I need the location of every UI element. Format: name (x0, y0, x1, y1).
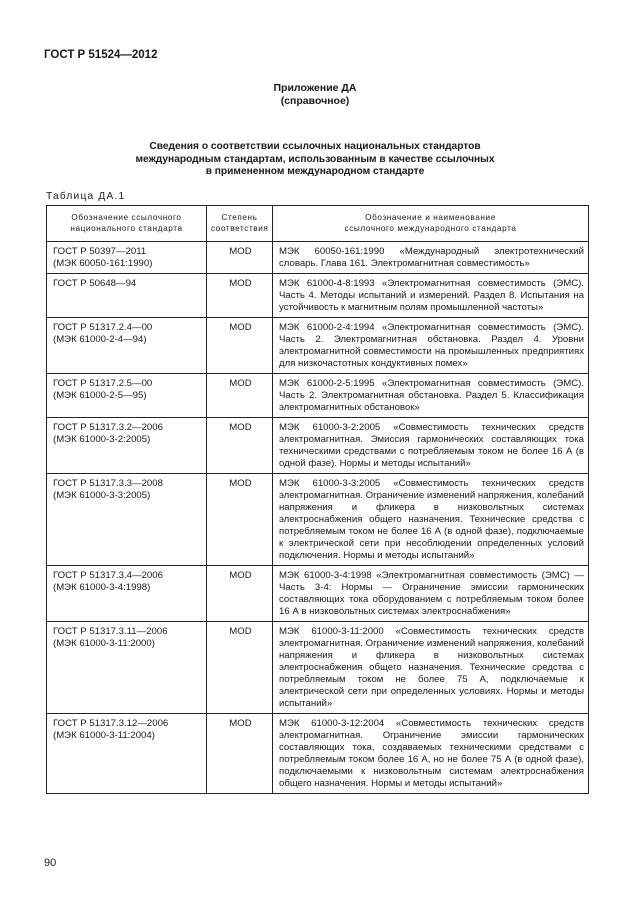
national-standard-cell (47, 374, 207, 418)
national-standard-cell (47, 274, 207, 318)
degree-cell: MOD (207, 474, 273, 566)
national-standard-cell (47, 318, 207, 374)
table-row (47, 622, 589, 714)
table-row (47, 474, 589, 566)
heading-line: международным стандартам, использованным в качестве ссылочных (135, 153, 495, 165)
international-standard-cell: МЭК 61000-3-4:1998 «Электромагнитная совместимость (ЭМС) — Часть 3-4: Нормы — Ограничение эмиссии гармонических составляющих тока оборудованием с потребляемым током более 16 А в низковольтных системах электроснабжения» (273, 566, 589, 622)
international-standard-cell: МЭК 61000-2-5:1995 «Электромагнитная совместимость (ЭМС). Часть 2. Электромагнитная обстановка. Раздел 5. Классификация электромагнитных обстановок» (273, 374, 589, 418)
degree-cell: MOD (207, 242, 273, 274)
national-code: ГОСТ Р 51317.3.2—2006 (53, 422, 163, 433)
national-standard-cell (47, 714, 207, 794)
national-code: ГОСТ Р 50648—94 (53, 278, 137, 289)
table-header-row (47, 206, 589, 242)
table-row (47, 274, 589, 318)
international-standard-cell: МЭК 61000-3-11:2000 «Совместимость технических средств электромагнитная. Ограничение изменений напряжения, колебаний напряжения и фликера в низковольтных системах электроснабжения общего назначения. Технические средства с потребляемым током не более 75 А, подключаемые к электрической сети при определенных условиях. Нормы и методы испытаний» (273, 622, 589, 714)
national-standard-cell (47, 474, 207, 566)
column-header-national (47, 206, 207, 242)
national-code: ГОСТ Р 51317.3.3—2008 (53, 478, 163, 489)
degree-cell: MOD (207, 714, 273, 794)
degree-cell: MOD (207, 622, 273, 714)
header-line: Обозначение ссылочного (71, 213, 182, 222)
national-standard-cell (47, 242, 207, 274)
heading-line: в примененном международном стандарте (205, 166, 425, 177)
national-equivalent: (МЭК 60050-161:1990) (53, 258, 153, 269)
table-row (47, 318, 589, 374)
international-standard-cell: МЭК 61000-3-3:2005 «Совместимость технических средств электромагнитная. Ограничение изменений напряжения, колебаний напряжения и фликера в низковольтных системах электроснабжения общего назначения. Технические средства с потребляемым током не более 16 А (в одной фазе), подключаемые к электрической сети при несоблюдении определенных условий подключения. Нормы и методы испытаний» (273, 474, 589, 566)
table-row (47, 714, 589, 794)
degree-cell: MOD (207, 374, 273, 418)
degree-cell: MOD (207, 418, 273, 474)
international-standard-cell: МЭК 61000-4-8:1993 «Электромагнитная совместимость (ЭМС). Часть 4. Методы испытаний и измерений. Раздел 8. Испытания на устойчивость к магнитным полям промышленной частоты» (273, 274, 589, 318)
appendix-title: Приложение ДА (273, 82, 357, 94)
section-heading (100, 141, 530, 179)
table-row (47, 242, 589, 274)
column-header-international (273, 206, 589, 242)
national-equivalent: (МЭК 61000-3-3:2005) (53, 490, 151, 501)
header-line: Обозначение и наименование (365, 213, 496, 222)
standards-table (46, 205, 589, 794)
degree-cell: MOD (207, 274, 273, 318)
national-code: ГОСТ Р 51317.2.5—00 (53, 378, 153, 389)
international-standard-cell: МЭК 61000-3-12:2004 «Совместимость технических средств электромагнитная. Ограничение эмиссии гармонических составляющих тока, создаваемых техническими средствами с потребляемым током более 16 А, но не более 75 А (в одной фазе), подключаемыми к низковольтным системам электроснабжения общего назначения. Нормы и методы испытаний» (273, 714, 589, 794)
national-code: ГОСТ Р 51317.3.11—2006 (53, 626, 168, 637)
national-standard-cell (47, 622, 207, 714)
header-line: соответствия (211, 224, 269, 233)
national-equivalent: (МЭК 61000-2-5—95) (53, 390, 147, 401)
table-label: Таблица ДА.1 (46, 191, 126, 202)
national-equivalent: (МЭК 61000-3-11:2004) (53, 730, 155, 741)
national-equivalent: (МЭК 61000-3-2:2005) (53, 434, 151, 445)
table-row (47, 566, 589, 622)
international-standard-cell: МЭК 61000-2-4:1994 «Электромагнитная совместимость (ЭМС). Часть 2. Электромагнитная обстановка. Раздел 4. Уровни электромагнитной совместимости на промышленных предприятиях для низкочастотных кондуктивных помех» (273, 318, 589, 374)
appendix-heading (0, 82, 630, 108)
degree-cell: MOD (207, 566, 273, 622)
national-code: ГОСТ Р 51317.3.12—2006 (53, 718, 169, 729)
international-standard-cell: МЭК 60050-161:1990 «Международный электротехнический словарь. Глава 161. Электромагнитная совместимость» (273, 242, 589, 274)
national-standard-cell (47, 418, 207, 474)
heading-line: Сведения о соответствии ссылочных национальных стандартов (149, 141, 481, 152)
table-row (47, 418, 589, 474)
header-line: Степень (221, 213, 258, 222)
international-standard-cell: МЭК 61000-3-2:2005 «Совместимость технических средств электромагнитная. Эмиссия гармонических составляющих тока техническими средствами с потребляемым током не более 16 А (в одной фазе). Нормы и методы испытаний» (273, 418, 589, 474)
national-code: ГОСТ Р 51317.3.4—2006 (53, 570, 163, 581)
table-row (47, 374, 589, 418)
national-code: ГОСТ Р 50397—2011 (53, 246, 147, 257)
header-line: национального стандарта (70, 224, 183, 233)
document-code: ГОСТ Р 51524—2012 (44, 49, 158, 61)
column-header-degree (207, 206, 273, 242)
national-equivalent: (МЭК 61000-3-11:2000) (53, 638, 155, 649)
page-number: 90 (44, 857, 57, 869)
degree-cell: MOD (207, 318, 273, 374)
national-equivalent: (МЭК 61000-2-4—94) (53, 334, 147, 345)
header-line: ссылочного международного стандарта (344, 224, 517, 233)
national-standard-cell (47, 566, 207, 622)
national-equivalent: (МЭК 61000-3-4:1998) (53, 582, 151, 593)
appendix-subtitle: (справочное) (280, 95, 350, 107)
national-code: ГОСТ Р 51317.2.4—00 (53, 322, 153, 333)
